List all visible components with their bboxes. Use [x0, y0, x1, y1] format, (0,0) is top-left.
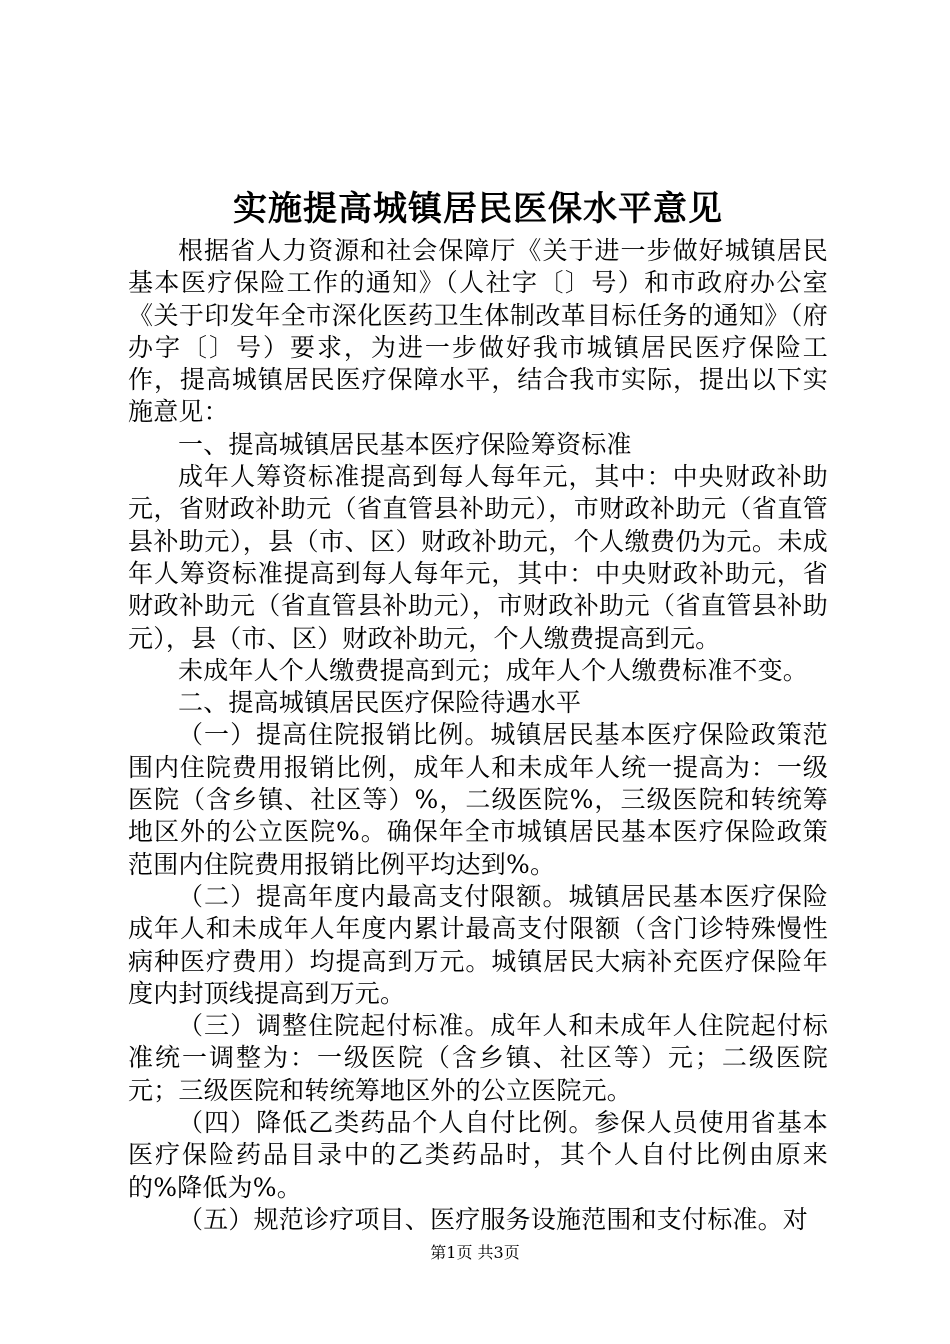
paragraph-personal-contribution: 未成年人个人缴费提高到元；成年人个人缴费标准不变。: [178, 655, 809, 685]
paragraph-item-4: （四）降低乙类药品个人自付比例。参保人员使用省基本医疗保险药品目录中的乙类药品时，其个人自付比例由原来的%降低为%。: [128, 1108, 828, 1202]
paragraph-item-2: （二）提高年度内最高支付限额。城镇居民基本医疗保险成年人和未成年人年度内累计最高支付限额（含门诊特殊慢性病种医疗费用）均提高到万元。城镇居民大病补充医疗保险年度内封顶线提高到万元。: [128, 881, 828, 1008]
page-footer: 第1页 共3页: [430, 1243, 520, 1262]
paragraph-item-1: （一）提高住院报销比例。城镇居民基本医疗保险政策范围内住院费用报销比例，成年人和未成年人统一提高为：一级医院（含乡镇、社区等）%，二级医院%，三级医院和转统筹地区外的公立医院%。确保年全市城镇居民基本医疗保险政策范围内住院费用报销比例平均达到%。: [128, 720, 828, 879]
section-heading-1: 一、提高城镇居民基本医疗保险筹资标准: [178, 429, 632, 459]
section-heading-2: 二、提高城镇居民医疗保险待遇水平: [178, 688, 582, 718]
document-body: [128, 185, 828, 1236]
paragraph-intro: 根据省人力资源和社会保障厅《关于进一步做好城镇居民基本医疗保险工作的通知》（人社字〔〕号）和市政府办公室《关于印发年全市深化医药卫生体制改革目标任务的通知》（府办字〔〕号）要求，为进一步做好我市城镇居民医疗保险工作，提高城镇居民医疗保障水平，结合我市实际，提出以下实施意见：: [128, 236, 828, 427]
paragraph-item-5: （五）规范诊疗项目、医疗服务设施范围和支付标准。对: [178, 1204, 809, 1234]
paragraph-funding-standard: 成年人筹资标准提高到每人每年元，其中：中央财政补助元，省财政补助元（省直管县补助元），市财政补助元（省直管县补助元），县（市、区）财政补助元，个人缴费仍为元。未成年人筹资标准提高到每人每年元，其中：中央财政补助元，省财政补助元（省直管县补助元），市财政补助元（省直管县补助元），县（市、区）财政补助元，个人缴费提高到元。: [128, 462, 828, 653]
paragraph-item-3: （三）调整住院起付标准。成年人和未成年人住院起付标准统一调整为：一级医院（含乡镇、社区等）元；二级医院元；三级医院和转统筹地区外的公立医院元。: [128, 1011, 828, 1105]
document-title: 实施提高城镇居民医保水平意见: [233, 189, 723, 229]
